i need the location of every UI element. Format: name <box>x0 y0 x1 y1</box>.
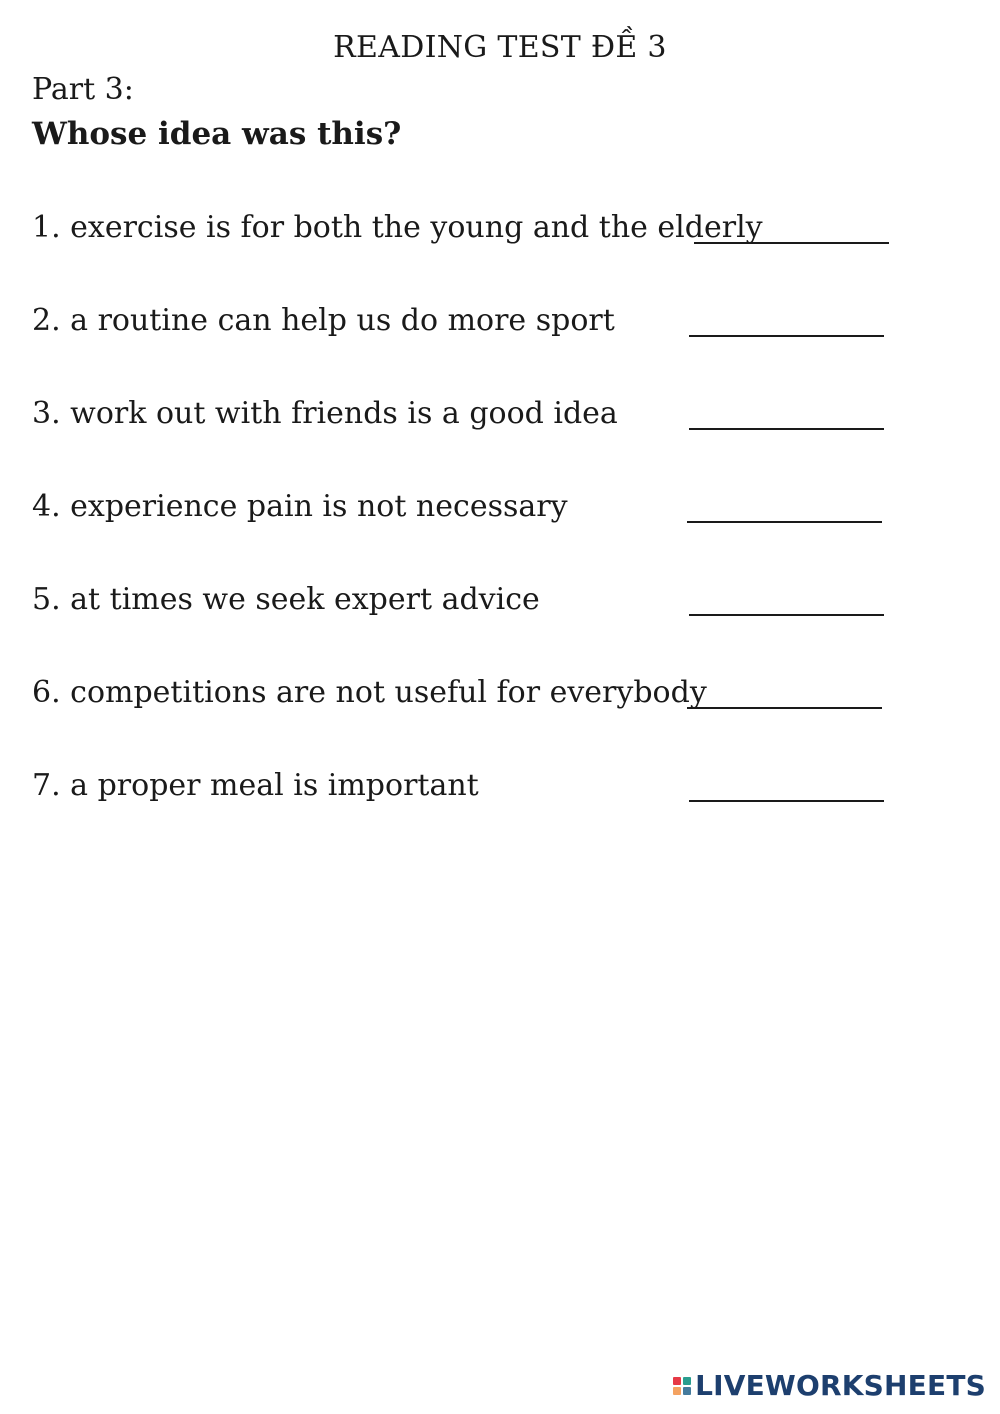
question-item-4 <box>32 489 912 529</box>
question-item-1 <box>32 210 912 250</box>
logo-wordmark: LIVEWORKSHEETS <box>695 1369 986 1402</box>
answer-blank-4[interactable] <box>687 521 882 523</box>
answer-blank-3[interactable] <box>689 428 884 430</box>
answer-blank-1[interactable] <box>694 242 889 244</box>
question-text: 7. a proper meal is important <box>32 768 479 803</box>
question-text: 1. exercise is for both the young and the elderly <box>32 210 763 245</box>
question-text: 6. competitions are not useful for everybody <box>32 675 707 710</box>
question-text: 3. work out with friends is a good idea <box>32 396 618 431</box>
answer-blank-5[interactable] <box>689 614 884 616</box>
answer-blank-2[interactable] <box>689 335 884 337</box>
question-text: 4. experience pain is not necessary <box>32 489 568 524</box>
logo-grid-icon <box>673 1377 691 1395</box>
answer-blank-7[interactable] <box>689 800 884 802</box>
question-text: 5. at times we seek expert advice <box>32 582 540 617</box>
question-item-3 <box>32 396 912 436</box>
question-item-7 <box>32 768 912 808</box>
question-item-5 <box>32 582 912 622</box>
question-item-6 <box>32 675 912 715</box>
liveworksheets-logo <box>673 1369 986 1402</box>
question-text: 2. a routine can help us do more sport <box>32 303 615 338</box>
page-title: READING TEST ĐỀ 3 <box>333 30 667 65</box>
question-item-2 <box>32 303 912 343</box>
part-label: Part 3: <box>32 72 134 107</box>
answer-blank-6[interactable] <box>687 707 882 709</box>
instruction-heading: Whose idea was this? <box>32 116 402 152</box>
